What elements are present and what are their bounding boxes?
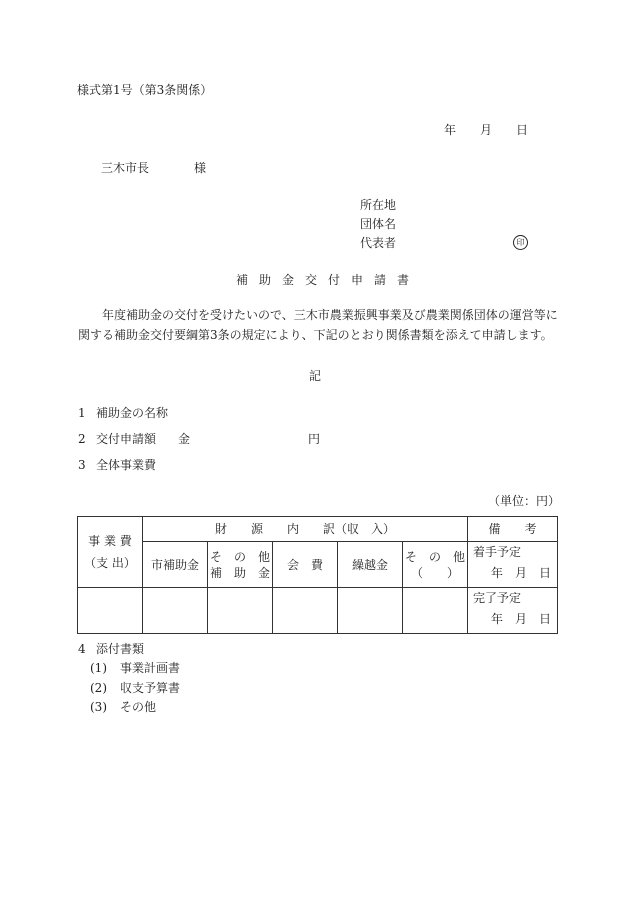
ki-marker: 記 (309, 369, 322, 383)
item-1-label: 補助金の名称 (96, 406, 169, 420)
attachments-heading: 添付書類 (96, 642, 145, 656)
unit-label: （単位：円） (488, 494, 561, 508)
organization-label: 団体名 (360, 217, 397, 231)
other-line1: そ の 他 (404, 549, 465, 564)
attachment-1-number: (1) (90, 661, 107, 675)
addressee-name: 三木市長 (101, 161, 150, 175)
city-subsidy-value-cell (143, 588, 208, 634)
city-subsidy-header: 市補助金 (143, 542, 208, 588)
attachment-2-number: (2) (90, 681, 107, 695)
expense-value-cell (78, 588, 143, 634)
form-number: 様式第1号（第3条関係） (77, 83, 213, 97)
end-date-label: 完了予定 (473, 591, 522, 605)
item-1-number: 1 (78, 406, 86, 420)
attachment-2-label: 収支予算書 (120, 681, 181, 695)
budget-table (77, 516, 558, 634)
start-date-cell (468, 542, 558, 588)
item-2-label: 交付申請額 (96, 432, 157, 446)
other-subsidy-value-cell (208, 588, 273, 634)
start-date-placeholder: 年 月 日 (491, 566, 552, 580)
representative-label: 代表者 (360, 236, 397, 250)
end-date-cell (468, 588, 558, 634)
carryover-header: 繰越金 (338, 542, 403, 588)
carryover-value-cell (338, 588, 403, 634)
other-subsidy-line1: そ の 他 (209, 549, 270, 564)
attachment-3-label: その他 (120, 700, 157, 714)
date-day-label: 日 (516, 123, 529, 137)
other-subsidy-header (208, 542, 273, 588)
membership-fee-value-cell (273, 588, 338, 634)
address-label: 所在地 (360, 198, 397, 212)
expense-header-cell (78, 517, 143, 588)
attachment-3-number: (3) (90, 700, 107, 714)
date-month-label: 月 (480, 123, 493, 137)
end-date-placeholder: 年 月 日 (491, 612, 552, 626)
membership-fee-header: 会 費 (273, 542, 338, 588)
other-value-cell (403, 588, 468, 634)
date-year-label: 年 (444, 123, 457, 137)
item-3-number: 3 (78, 458, 86, 472)
funding-breakdown-header: 財 源 内 訳（収 入） (143, 517, 468, 542)
expense-header-line2: （支 出） (84, 556, 136, 570)
item-2-number: 2 (78, 432, 86, 446)
attachments-number: 4 (78, 642, 86, 656)
addressee-honorific: 様 (194, 161, 207, 175)
other-line2: （ ） (410, 565, 459, 580)
item-2-kin: 金 (178, 432, 191, 446)
body-paragraph: 年度補助金の交付を受けたいので、三木市農業振興事業及び農業関係団体の運営等に関する補助金交付要綱第3条の規定により、下記のとおり関係書類を添えて申請します。 (78, 308, 558, 342)
attachment-1-label: 事業計画書 (120, 661, 181, 675)
seal-mark: 印 (513, 235, 528, 250)
remarks-header: 備 考 (468, 517, 558, 542)
other-header (403, 542, 468, 588)
start-date-label: 着手予定 (473, 545, 522, 559)
item-2-yen: 円 (308, 432, 321, 446)
document-title: 補助金交付申請書 (236, 273, 421, 287)
other-subsidy-line2: 補 助 金 (209, 565, 270, 580)
item-3-label: 全体事業費 (96, 458, 157, 472)
expense-header-line1: 事 業 費 (88, 534, 132, 548)
